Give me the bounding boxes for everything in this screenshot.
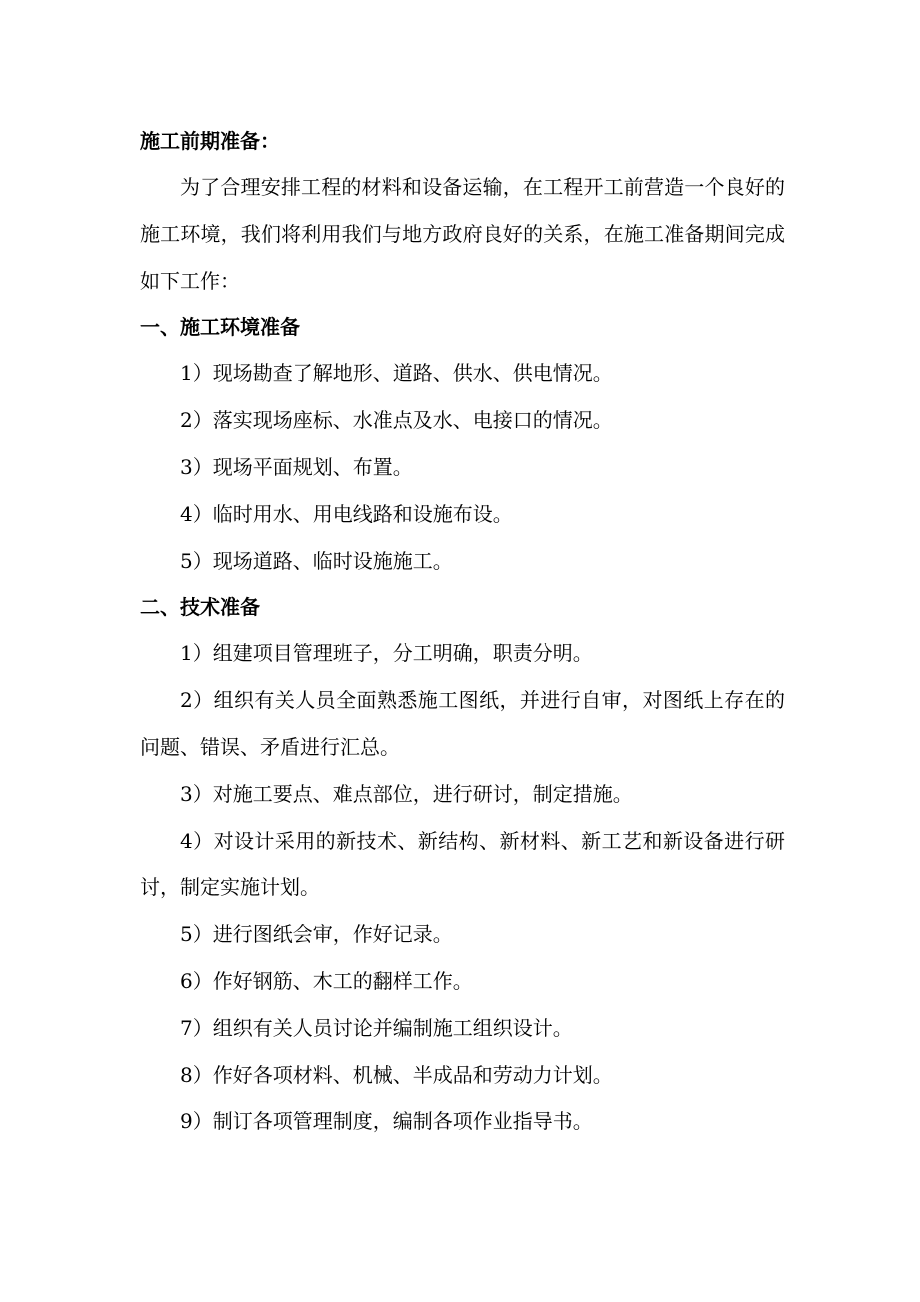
document-page <box>140 118 785 1145</box>
section-environment-list <box>140 350 785 584</box>
list-item: 1）组建项目管理班子，分工明确，职责分明。 <box>180 641 593 666</box>
list-item: 3）对施工要点、难点部位，进行研讨，制定措施。 <box>180 781 633 806</box>
list-item: 6）作好钢筋、木工的翻样工作。 <box>180 968 473 993</box>
list-item: 5）进行图纸会审，作好记录。 <box>180 922 453 947</box>
list-item: 4）临时用水、用电线路和设施布设。 <box>180 501 513 526</box>
list-item: 9）制订各项管理制度，编制各项作业指导书。 <box>180 1109 593 1134</box>
document-title: 施工前期准备： <box>140 129 280 153</box>
list-item: 4）对设计采用的新技术、新结构、新材料、新工艺和新设备进行研讨，制定实施计划。 <box>140 828 785 900</box>
intro-paragraph: 为了合理安排工程的材料和设备运输，在工程开工前营造一个良好的施工环境，我们将利用我们与地方政府良好的关系，在施工准备期间完成如下工作： <box>140 175 785 293</box>
section-technical-list <box>140 630 785 1145</box>
list-item: 1）现场勘查了解地形、道路、供水、供电情况。 <box>180 361 613 386</box>
section-heading-technical: 二、技术准备 <box>140 595 260 620</box>
list-item: 8）作好各项材料、机械、半成品和劳动力计划。 <box>180 1062 613 1087</box>
list-item: 3）现场平面规划、布置。 <box>180 454 413 479</box>
section-heading-environment: 一、施工环境准备 <box>140 315 300 340</box>
list-item: 2）落实现场座标、水准点及水、电接口的情况。 <box>180 408 613 433</box>
list-item: 2）组织有关人员全面熟悉施工图纸，并进行自审，对图纸上存在的问题、错误、矛盾进行汇总。 <box>140 688 785 759</box>
list-item: 5）现场道路、临时设施施工。 <box>180 548 453 573</box>
list-item: 7）组织有关人员讨论并编制施工组织设计。 <box>180 1015 573 1040</box>
